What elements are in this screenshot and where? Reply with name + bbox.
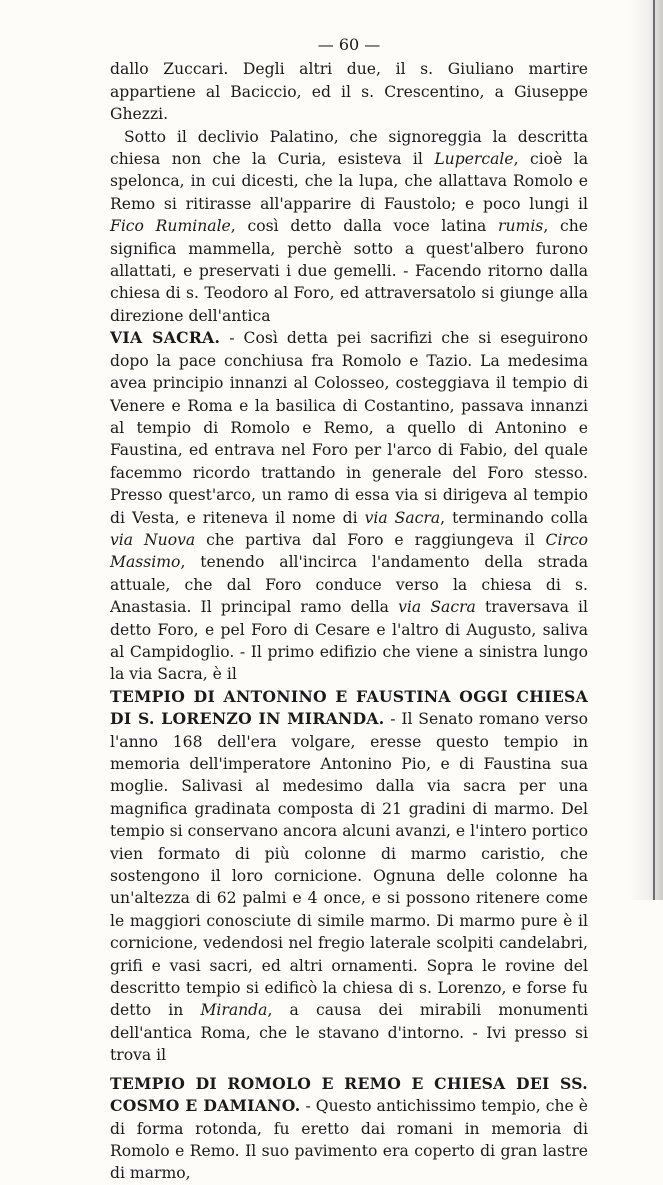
section-heading-tempio-antonino: TEMPIO DI ANTONINO E FAUSTINA OGGI CHIESA DI S. LORENZO IN MIRANDA. (110, 686, 588, 729)
text-span: - Così detta pei sacrifizi che si eseguirono dopo la pace conchiusa fra Romolo e Tazio. La medesima avea principio innanzi al Colosseo, costeggiava il tempio di Venere e Roma e la basilica di Costantino, passava innanzi al tempio di Romolo e Remo, a quello di Antonino e Faustina, ed entrava nel Foro per l'arco di Fabio, del quale facemmo ricordo trattando in generale del Foro stesso. Presso quest'arco, un ramo di essa via si dirigeva al tempio di Vesta, e riteneva il nome di (110, 329, 588, 527)
text-span: , terminando colla (440, 508, 589, 527)
text-span: traversava il detto Foro, e pel Foro di Cesare e l'altro di Augusto, saliva al Campidoglio. - Il primo edifizio che viene a sinistra lungo la via Sacra, è il (110, 598, 588, 684)
italic-term-lupercale: Lupercale (434, 150, 514, 169)
page-edge-line (653, 0, 655, 900)
section-heading-tempio-romolo: TEMPIO DI ROMOLO E REMO E CHIESA DEI SS. COSMO E DAMIANO. (110, 1073, 588, 1116)
paragraph-zuccari: dallo Zuccari. Degli altri due, il s. Giuliano martire appartiene al Baciccio, ed il s. Crescentino, a Giuseppe Ghezzi. (110, 60, 588, 124)
text-span: Sotto il declivio Palatino, che signoreggia la descritta chiesa non che la Curia, esisteva il (110, 127, 588, 169)
text-span: , a causa dei mirabili monumenti dell'antica Roma, che le stavano d'intorno. - Ivi presso si trova il (110, 1001, 589, 1065)
text-span: , che significa mammella, perchè sotto a quest'albero furono allattati, e preservati i due gemelli. - Facendo ritorno dalla chiesa di s. Teodoro al Foro, ed attraversatolo si giunge alla direzione dell'antica (110, 217, 589, 325)
page-number: — 60 — (317, 35, 381, 54)
italic-term-via-sacra: via Sacra (398, 598, 476, 617)
italic-term-circo-massimo: Circo Massimo (110, 530, 589, 572)
paragraph-via-sacra (110, 327, 588, 686)
text-span: - Questo antichissimo tempio, che è di forma rotonda, fu eretto dai romani in memoria di Romolo e Remo. Il suo pavimento era coperto di gran lastre di marmo, (110, 1097, 588, 1183)
paragraph-tempio-romolo (110, 1073, 588, 1185)
italic-term-rumis: rumis (498, 217, 544, 236)
text-span: che partiva dal Foro e raggiungeva il (195, 530, 546, 549)
italic-term-via-sacra: via Sacra (364, 508, 441, 527)
paragraph-lupercale (110, 126, 588, 328)
document-page (110, 34, 588, 1185)
text-span: , cioè la spelonca, in cui dicesti, che la lupa, che allattava Romolo e Remo si ritirasse all'apparire di Faustolo; e poco lungi il (110, 150, 588, 213)
section-heading-via-sacra: VIA SACRA. (110, 328, 221, 348)
page-edge-shadow (629, 0, 663, 900)
italic-term-fico-ruminale: Fico Ruminale (110, 217, 231, 236)
italic-term-via-nuova: via Nuova (110, 530, 196, 549)
text-span: - Il Senato romano verso l'anno 168 dell'era volgare, eresse questo tempio in memoria dell'imperatore Antonino Pio, e di Faustina sua moglie. Salivasi al medesimo dalla via sacra per una magnifica gradinata composta di 21 gradini di marmo. Del tempio si conservano ancora alcuni avanzi, e l'intero portico vien formato di più colonne di marmo caristio, che sostengono il loro cornicione. Ognuna delle colonne ha un'altezza di 62 palmi e 4 once, e si possono ritenere come le maggiori conosciute di simile marmo. Di marmo pure è il cornicione, vedendosi nel fregio laterale scolpiti candelabri, grifi e vasi sacri, ed altri ornamenti. Sopra le rovine del descritto tempio si edificò la chiesa di s. Lorenzo, e forse fu detto in (110, 710, 588, 1020)
text-span: , così detto dalla voce latina (230, 217, 499, 236)
paragraph-tempio-antonino (110, 686, 588, 1067)
text-span: , tenendo all'incirca l'andamento della strada attuale, che dal Foro conduce verso la chiesa di s. Anastasia. Il principal ramo della (110, 553, 588, 617)
italic-term-miranda: Miranda (200, 1001, 268, 1020)
